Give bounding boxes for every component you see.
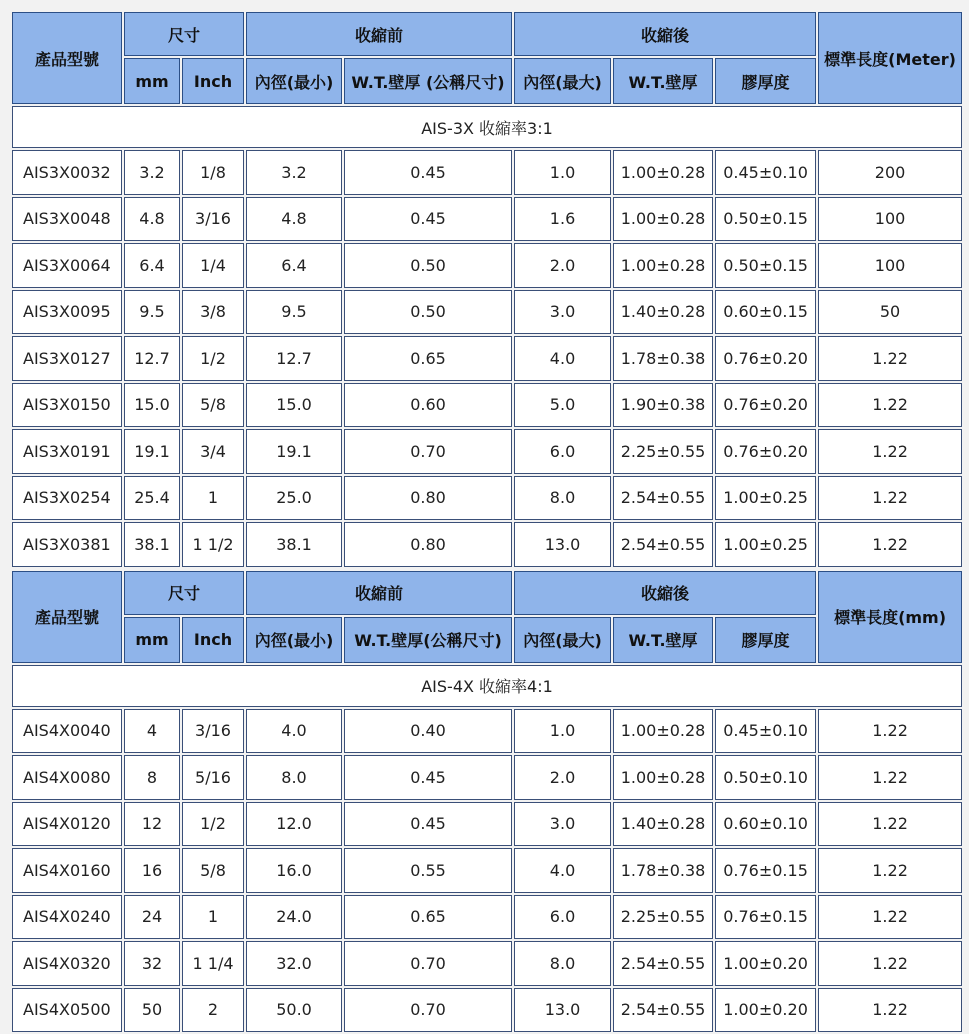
- cell-size-inch: 5/8: [182, 848, 244, 893]
- cell-id-max: 2.0: [514, 243, 611, 288]
- cell-standard-length: 1.22: [818, 848, 962, 893]
- cell-wall-thickness-nominal: 0.50: [344, 243, 512, 288]
- table-row: [12, 755, 962, 800]
- cell-id-max: 8.0: [514, 476, 611, 521]
- cell-wall-thickness-nominal: 0.45: [344, 150, 512, 195]
- cell-size-inch: 1 1/2: [182, 522, 244, 567]
- cell-size-mm: 32: [124, 941, 180, 986]
- cell-size-mm: 16: [124, 848, 180, 893]
- header-before-shrink: 收縮前: [246, 12, 512, 56]
- cell-wall-thickness-nominal: 0.45: [344, 197, 512, 242]
- cell-id-max: 3.0: [514, 802, 611, 847]
- header-mm: mm: [124, 617, 180, 663]
- table-row: [12, 243, 962, 288]
- cell-wall-thickness: 2.54±0.55: [613, 941, 713, 986]
- cell-wall-thickness: 1.40±0.28: [613, 290, 713, 335]
- cell-glue-thickness: 0.76±0.20: [715, 383, 816, 428]
- cell-wall-thickness-nominal: 0.70: [344, 941, 512, 986]
- cell-standard-length: 1.22: [818, 383, 962, 428]
- cell-size-mm: 24: [124, 895, 180, 940]
- cell-model: AIS4X0120: [12, 802, 122, 847]
- table-row: [12, 476, 962, 521]
- cell-size-mm: 9.5: [124, 290, 180, 335]
- header-wall-thickness: W.T.壁厚: [613, 58, 713, 104]
- header-mm: mm: [124, 58, 180, 104]
- table-row: [12, 150, 962, 195]
- cell-model: AIS4X0500: [12, 988, 122, 1033]
- cell-glue-thickness: 1.00±0.20: [715, 988, 816, 1033]
- cell-standard-length: 1.22: [818, 522, 962, 567]
- header-id-max: 內徑(最大): [514, 617, 611, 663]
- cell-glue-thickness: 0.60±0.15: [715, 290, 816, 335]
- cell-size-inch: 1 1/4: [182, 941, 244, 986]
- header-wall-thickness-nominal: W.T.壁厚(公稱尺寸): [344, 617, 512, 663]
- header-size: 尺寸: [124, 571, 244, 615]
- header-size: 尺寸: [124, 12, 244, 56]
- cell-model: AIS3X0032: [12, 150, 122, 195]
- cell-wall-thickness: 1.40±0.28: [613, 802, 713, 847]
- cell-standard-length: 1.22: [818, 709, 962, 754]
- cell-wall-thickness: 1.00±0.28: [613, 243, 713, 288]
- cell-standard-length: 200: [818, 150, 962, 195]
- header-glue-thickness: 膠厚度: [715, 58, 816, 104]
- cell-standard-length: 1.22: [818, 336, 962, 381]
- cell-size-inch: 1/8: [182, 150, 244, 195]
- cell-wall-thickness-nominal: 0.55: [344, 848, 512, 893]
- cell-size-mm: 4: [124, 709, 180, 754]
- header-standard-length: 標準長度(Meter): [818, 12, 962, 104]
- cell-glue-thickness: 0.50±0.15: [715, 197, 816, 242]
- cell-size-mm: 8: [124, 755, 180, 800]
- cell-glue-thickness: 0.45±0.10: [715, 709, 816, 754]
- table-row: [12, 522, 962, 567]
- cell-id-min: 25.0: [246, 476, 342, 521]
- cell-wall-thickness: 1.00±0.28: [613, 755, 713, 800]
- table-row: [12, 383, 962, 428]
- cell-wall-thickness-nominal: 0.45: [344, 802, 512, 847]
- cell-size-mm: 6.4: [124, 243, 180, 288]
- cell-id-max: 1.6: [514, 197, 611, 242]
- cell-wall-thickness-nominal: 0.70: [344, 429, 512, 474]
- cell-model: AIS4X0080: [12, 755, 122, 800]
- header-wall-thickness: W.T.壁厚: [613, 617, 713, 663]
- cell-id-max: 13.0: [514, 522, 611, 567]
- header-model: 產品型號: [12, 12, 122, 104]
- cell-size-inch: 3/16: [182, 197, 244, 242]
- cell-model: AIS4X0160: [12, 848, 122, 893]
- cell-id-min: 15.0: [246, 383, 342, 428]
- header-id-min: 內徑(最小): [246, 58, 342, 104]
- cell-id-min: 6.4: [246, 243, 342, 288]
- header-before-shrink: 收縮前: [246, 571, 512, 615]
- cell-size-mm: 12: [124, 802, 180, 847]
- cell-size-inch: 1/4: [182, 243, 244, 288]
- table-row: [12, 988, 962, 1033]
- cell-size-mm: 38.1: [124, 522, 180, 567]
- cell-size-mm: 25.4: [124, 476, 180, 521]
- cell-standard-length: 1.22: [818, 988, 962, 1033]
- cell-wall-thickness: 2.25±0.55: [613, 429, 713, 474]
- cell-model: AIS3X0254: [12, 476, 122, 521]
- cell-id-min: 12.7: [246, 336, 342, 381]
- header-id-min: 內徑(最小): [246, 617, 342, 663]
- cell-model: AIS3X0064: [12, 243, 122, 288]
- table-row: [12, 941, 962, 986]
- cell-size-inch: 2: [182, 988, 244, 1033]
- cell-model: AIS4X0240: [12, 895, 122, 940]
- cell-wall-thickness-nominal: 0.65: [344, 895, 512, 940]
- cell-id-min: 4.8: [246, 197, 342, 242]
- cell-size-inch: 1/2: [182, 336, 244, 381]
- cell-size-mm: 4.8: [124, 197, 180, 242]
- cell-size-mm: 50: [124, 988, 180, 1033]
- table-row: [12, 848, 962, 893]
- table-row: [12, 895, 962, 940]
- cell-glue-thickness: 0.45±0.10: [715, 150, 816, 195]
- cell-glue-thickness: 1.00±0.25: [715, 476, 816, 521]
- cell-id-min: 16.0: [246, 848, 342, 893]
- cell-wall-thickness: 1.78±0.38: [613, 848, 713, 893]
- cell-wall-thickness-nominal: 0.60: [344, 383, 512, 428]
- cell-wall-thickness: 2.25±0.55: [613, 895, 713, 940]
- cell-standard-length: 1.22: [818, 755, 962, 800]
- header-standard-length: 標準長度(mm): [818, 571, 962, 663]
- cell-id-min: 4.0: [246, 709, 342, 754]
- cell-standard-length: 100: [818, 243, 962, 288]
- cell-model: AIS3X0127: [12, 336, 122, 381]
- cell-wall-thickness: 2.54±0.55: [613, 476, 713, 521]
- cell-id-max: 1.0: [514, 709, 611, 754]
- cell-size-mm: 12.7: [124, 336, 180, 381]
- cell-glue-thickness: 0.50±0.10: [715, 755, 816, 800]
- cell-wall-thickness-nominal: 0.80: [344, 476, 512, 521]
- header-after-shrink: 收縮後: [514, 571, 816, 615]
- cell-glue-thickness: 0.76±0.20: [715, 429, 816, 474]
- cell-wall-thickness-nominal: 0.65: [344, 336, 512, 381]
- cell-size-inch: 5/16: [182, 755, 244, 800]
- cell-id-max: 1.0: [514, 150, 611, 195]
- cell-id-min: 50.0: [246, 988, 342, 1033]
- header-after-shrink: 收縮後: [514, 12, 816, 56]
- cell-id-min: 38.1: [246, 522, 342, 567]
- cell-id-max: 4.0: [514, 848, 611, 893]
- spec-table-3x: [10, 10, 964, 569]
- cell-id-min: 19.1: [246, 429, 342, 474]
- section-title: AIS-3X 收縮率3:1: [12, 106, 962, 148]
- spec-table-4x: [10, 569, 964, 1034]
- header-id-max: 內徑(最大): [514, 58, 611, 104]
- cell-model: AIS3X0191: [12, 429, 122, 474]
- cell-id-min: 24.0: [246, 895, 342, 940]
- cell-size-mm: 19.1: [124, 429, 180, 474]
- header-wall-thickness-nominal: W.T.壁厚 (公稱尺寸): [344, 58, 512, 104]
- cell-id-max: 5.0: [514, 383, 611, 428]
- cell-glue-thickness: 1.00±0.25: [715, 522, 816, 567]
- cell-id-max: 8.0: [514, 941, 611, 986]
- header-glue-thickness: 膠厚度: [715, 617, 816, 663]
- cell-model: AIS3X0150: [12, 383, 122, 428]
- cell-size-inch: 1: [182, 895, 244, 940]
- cell-id-max: 13.0: [514, 988, 611, 1033]
- table-row: [12, 197, 962, 242]
- cell-standard-length: 1.22: [818, 802, 962, 847]
- cell-wall-thickness-nominal: 0.45: [344, 755, 512, 800]
- cell-size-inch: 1/2: [182, 802, 244, 847]
- cell-size-inch: 5/8: [182, 383, 244, 428]
- header-inch: Inch: [182, 617, 244, 663]
- cell-wall-thickness-nominal: 0.50: [344, 290, 512, 335]
- cell-glue-thickness: 0.76±0.15: [715, 895, 816, 940]
- cell-wall-thickness-nominal: 0.40: [344, 709, 512, 754]
- cell-id-max: 6.0: [514, 895, 611, 940]
- cell-model: AIS4X0320: [12, 941, 122, 986]
- header-inch: Inch: [182, 58, 244, 104]
- cell-standard-length: 50: [818, 290, 962, 335]
- cell-wall-thickness: 1.00±0.28: [613, 709, 713, 754]
- cell-size-inch: 3/16: [182, 709, 244, 754]
- cell-glue-thickness: 0.76±0.15: [715, 848, 816, 893]
- cell-id-min: 32.0: [246, 941, 342, 986]
- cell-size-mm: 15.0: [124, 383, 180, 428]
- table-row: [12, 709, 962, 754]
- cell-wall-thickness: 1.00±0.28: [613, 197, 713, 242]
- cell-standard-length: 1.22: [818, 941, 962, 986]
- cell-wall-thickness: 1.00±0.28: [613, 150, 713, 195]
- cell-glue-thickness: 0.60±0.10: [715, 802, 816, 847]
- cell-id-max: 6.0: [514, 429, 611, 474]
- header-model: 產品型號: [12, 571, 122, 663]
- cell-id-max: 3.0: [514, 290, 611, 335]
- cell-glue-thickness: 0.76±0.20: [715, 336, 816, 381]
- table-row: [12, 429, 962, 474]
- cell-standard-length: 1.22: [818, 429, 962, 474]
- cell-size-inch: 3/4: [182, 429, 244, 474]
- cell-wall-thickness: 2.54±0.55: [613, 988, 713, 1033]
- cell-id-min: 8.0: [246, 755, 342, 800]
- cell-glue-thickness: 0.50±0.15: [715, 243, 816, 288]
- cell-wall-thickness: 2.54±0.55: [613, 522, 713, 567]
- cell-model: AIS3X0095: [12, 290, 122, 335]
- cell-glue-thickness: 1.00±0.20: [715, 941, 816, 986]
- spec-tables: [10, 10, 960, 1034]
- table-row: [12, 336, 962, 381]
- cell-size-mm: 3.2: [124, 150, 180, 195]
- table-row: [12, 290, 962, 335]
- cell-wall-thickness: 1.90±0.38: [613, 383, 713, 428]
- cell-id-min: 3.2: [246, 150, 342, 195]
- cell-standard-length: 1.22: [818, 476, 962, 521]
- cell-standard-length: 100: [818, 197, 962, 242]
- cell-standard-length: 1.22: [818, 895, 962, 940]
- cell-id-max: 4.0: [514, 336, 611, 381]
- cell-model: AIS3X0381: [12, 522, 122, 567]
- cell-wall-thickness-nominal: 0.80: [344, 522, 512, 567]
- cell-model: AIS4X0040: [12, 709, 122, 754]
- section-title: AIS-4X 收縮率4:1: [12, 665, 962, 707]
- cell-size-inch: 1: [182, 476, 244, 521]
- table-row: [12, 802, 962, 847]
- cell-size-inch: 3/8: [182, 290, 244, 335]
- cell-wall-thickness: 1.78±0.38: [613, 336, 713, 381]
- cell-id-min: 12.0: [246, 802, 342, 847]
- cell-id-min: 9.5: [246, 290, 342, 335]
- cell-model: AIS3X0048: [12, 197, 122, 242]
- cell-id-max: 2.0: [514, 755, 611, 800]
- cell-wall-thickness-nominal: 0.70: [344, 988, 512, 1033]
